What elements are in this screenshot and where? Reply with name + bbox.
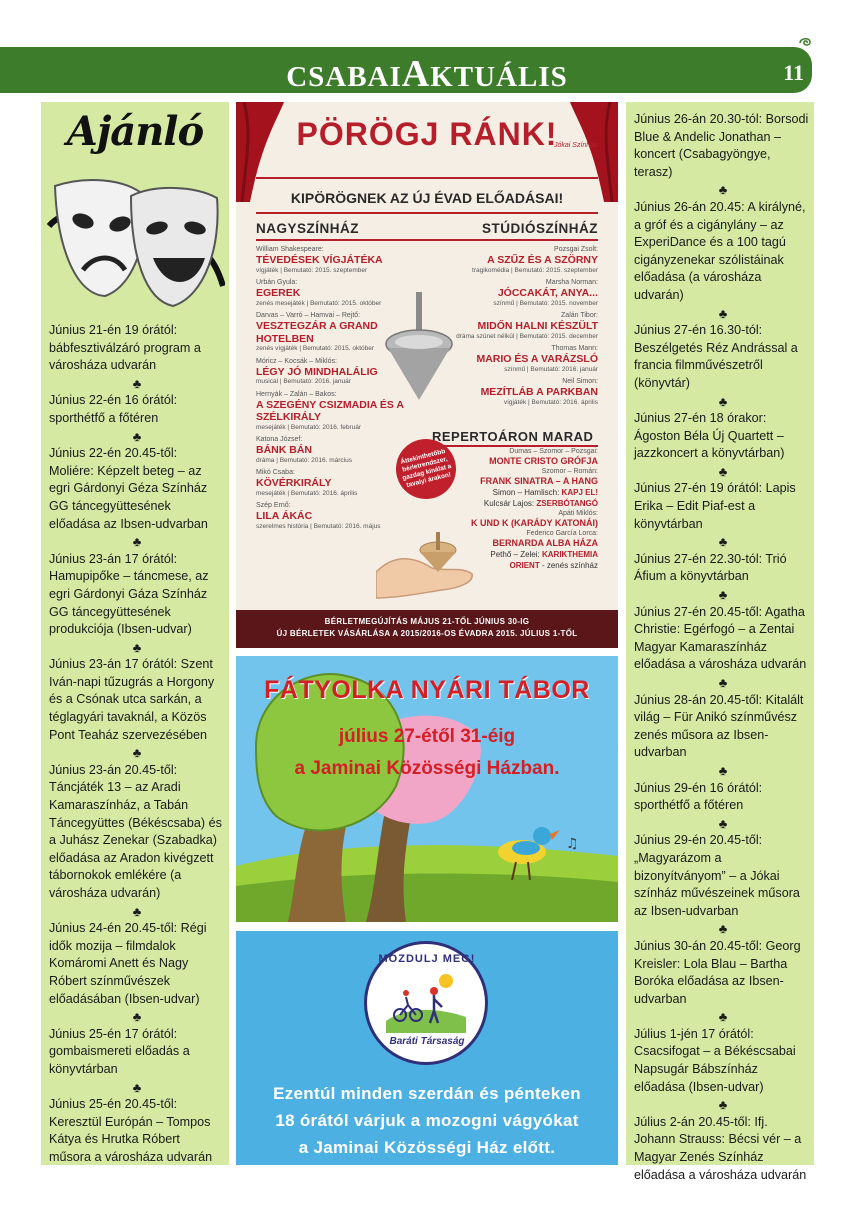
play-info: szerelmes história | Bemutató: 2016. május [256, 522, 381, 530]
play-author: Szomor – Román: [541, 468, 598, 475]
play-entry: Pethő – Zelei: KARIKTHEMIA [490, 550, 598, 559]
play-title: KÖVÉRKIRÁLY [256, 477, 332, 489]
play-author: Hernyák – Zalán – Bakos: [256, 390, 337, 398]
play-entry: Kulcsár Lajos: ZSERBÓTANGÓ [483, 499, 598, 508]
play-author: Marsha Norman: [545, 279, 598, 286]
section-nagyszinhaz: NAGYSZÍNHÁZ [256, 221, 359, 236]
announcement-line: Ezentúl minden szerdán és pénteken [273, 1084, 581, 1103]
announcement-line: 18 órától várjuk a mozogni vágyókat [275, 1111, 579, 1130]
masthead: CSABAIAKTUÁLIS [286, 53, 568, 95]
divider [256, 177, 598, 179]
club-separator-icon: ♣ [132, 534, 142, 550]
play-author: Zalán Tibor: [561, 312, 598, 319]
event-item: Június 28-án 20.45-től: Kitalált világ – Für Anikó színművész zenés műsora az Ibsen-udvarban [634, 692, 804, 760]
club-separator-icon: ♣ [132, 745, 142, 761]
theatre-poster [236, 102, 618, 648]
event-item: Június 26-án 20.30-tól: Borsodi Blue & Andelic Jonathan – koncert (Csabagyöngye, terasz) [634, 112, 809, 179]
event-item: Június 22-én 20.45-től: Moliére: Képzelt beteg – az egri Gárdonyi Géza Színház GG táncegyüttesének előadása az Ibsen-udvarban [49, 446, 208, 531]
club-separator-icon: ♣ [718, 1009, 728, 1025]
camp-dates: július 27-étől 31-éig [338, 726, 516, 747]
event-item: Június 26-án 20.45: A királyné, a gróf és a cigánylány – az ExperiDance és a 100 tagú cigányzenekar szólistáinak előadása (a városháza udvarán) [634, 199, 806, 302]
event-item: Június 25-én 20.45-től: Keresztül Európán – Tompos Kátya és Hrutka Róbert műsora a városháza udvarán [49, 1097, 213, 1164]
play-title: A SZEGÉNY CSIZMADIA ÉS A SZÉLKIRÁLY [256, 398, 404, 423]
spinning-top-icon [384, 292, 454, 412]
club-separator-icon: ♣ [132, 903, 142, 919]
club-separator-icon: ♣ [718, 762, 728, 778]
event-item: Június 30-án 20.45-től: Georg Kreisler: Lola Blau – Bartha Boróka előadása az Ibsen-udvarban [634, 938, 801, 1006]
footer-line: BÉRLETMEGÚJÍTÁS MÁJUS 21-TŐL JÚNIUS 30-IG [324, 617, 530, 626]
play-title: A SZŰZ ÉS A SZÖRNY [487, 254, 598, 266]
left-event-list [49, 322, 225, 1167]
event-item: Június 21-én 19 órától: bábfesztiválzáró program a városháza udvarán [49, 323, 201, 373]
play-title: K UND K (KARÁDY KATONÁI) [471, 518, 598, 528]
play-author: William Shakespeare: [256, 246, 324, 253]
divider [256, 239, 598, 241]
event-item: Július 1-jén 17 órától: Csacsifogat – a Békéscsabai Napsugár Bábszínház előadása (Ibsen-udvar) [634, 1026, 796, 1094]
event-item: Június 27-én 19 órától: Lapis Erika – Edit Piaf-est a könyvtárban [634, 481, 796, 531]
event-item: Június 27-én 20.45-től: Agatha Christie: Egérfogó – a Zentai Magyar Kamaraszínház előadása a városháza udvarán [634, 604, 807, 672]
club-separator-icon: ♣ [132, 1009, 142, 1025]
play-title: BERNARDA ALBA HÁZA [492, 538, 598, 548]
divider [256, 212, 598, 214]
club-separator-icon: ♣ [718, 393, 728, 409]
event-item: Június 23-án 20.45-től: Táncjáték 13 – az Aradi Kamaraszínház, a Tabán Táncegyüttes (Békéscsaba) és a Juhász Zenekar (Szabadka) előadása az Aradon kivégzett tábornokok emlékére (a városháza udvarán) [49, 762, 222, 900]
play-entry: ORIENT - zenés színház [509, 561, 598, 570]
play-info: dráma szünet nélkül | Bemutató: 2015. december [456, 332, 598, 340]
club-separator-icon: ♣ [718, 1097, 728, 1113]
footer-line: ÚJ BÉRLETEK VÁSÁRLÁSA A 2015/2016-OS ÉVADRA 2015. JÚLIUS 1-TŐL [276, 629, 578, 638]
svg-text:♫: ♫ [566, 836, 579, 852]
event-item: Június 27-én 22.30-tól: Trió Áfium a könyvtárban [634, 551, 787, 584]
play-author: Mikó Csaba: [256, 469, 295, 476]
play-info: tragikomédia | Bemutató: 2015. szeptember [472, 266, 598, 274]
club-separator-icon: ♣ [718, 675, 728, 690]
play-info: vígjáték | Bemutató: 2015. szeptember [256, 266, 368, 274]
event-item: Június 25-én 17 órától: gombaismereti előadás a könyvtárban [49, 1026, 190, 1076]
event-item: Június 24-én 20.45-től: Régi idők mozija – filmdalok Komáromi Anett és Nagy Róbert színművészek előadásában (Ibsen-udvar) [49, 921, 207, 1006]
summer-camp-ad [236, 656, 618, 922]
play-info: mesejáték | Bemutató: 2016. április [256, 489, 358, 497]
play-author: Dumas – Szomor – Pozsgai: [509, 448, 598, 455]
club-separator-icon: ♣ [718, 182, 728, 198]
section-title: Ajánló [66, 108, 204, 155]
event-item: Június 22-én 16 órától: sporthétfő a főtéren [49, 393, 178, 425]
play-info: mesejáték | Bemutató: 2016. február [256, 423, 362, 431]
club-separator-icon: ♣ [132, 1079, 142, 1095]
event-item: Június 29-én 20.45-től: „Magyarázom a bizonyítványom” – a Jókai színház művészeinek műsora az Ibsen-udvarban [634, 833, 800, 918]
play-title: MARIO ÉS A VARÁZSLÓ [476, 353, 598, 365]
play-entry: Simon – Hamlisch: KAPJ EL! [492, 488, 598, 497]
promo-badge: Áttekinthetőbb bérletrendszer, gazdag kínálat a tavalyi árakon! [390, 433, 463, 506]
play-author: Federico García Lorca: [526, 530, 598, 537]
event-item: Július 2-án 20.45-től: Ifj. Johann Strauss: Bécsi vér – a Magyar Zenés Színház előadása a városháza udvarán [634, 1114, 807, 1182]
play-title: LILA ÁKÁC [256, 510, 313, 522]
logo-title: MOZDULJ MEG! [378, 953, 476, 965]
hiker-cyclist-icon [386, 971, 466, 1033]
section-repertoire: REPERTOÁRON MARAD [432, 429, 594, 444]
camp-title: FÁTYOLKA NYÁRI TÁBOR [264, 676, 590, 704]
play-entry [428, 245, 598, 275]
club-separator-icon: ♣ [718, 815, 728, 831]
club-separator-icon: ♣ [718, 534, 728, 550]
play-author: Katona József: [256, 436, 303, 443]
theatre-logo: Jókai Színház [554, 142, 598, 149]
camp-location: a Jaminai Közösségi Házban. [294, 758, 560, 779]
page-number: 11 [783, 60, 804, 85]
play-title: LÉGY JÓ MINDHALÁLIG [256, 365, 378, 378]
play-title: BÁNK BÁN [256, 444, 312, 456]
hand-icon [376, 512, 476, 602]
play-title: JÓCCAKÁT, ANYA... [497, 287, 598, 299]
section-studio: STÚDIÓSZÍNHÁZ [482, 221, 598, 236]
play-info: dráma | Bemutató: 2016. március [256, 456, 352, 464]
play-info: színmű | Bemutató: 2016. január [504, 365, 598, 373]
play-title: VESZTEGZÁR A GRAND HOTELBEN [256, 320, 378, 345]
club-separator-icon: ♣ [718, 587, 728, 603]
event-item: Június 23-án 17 órától: Hamupipőke – táncmese, az egri Gárdonyi Gáza Színház GG táncegyüttesének produkciója (Ibsen-udvar) [49, 551, 209, 637]
play-author: Móricz – Kocsák – Miklós: [256, 357, 337, 365]
club-separator-icon: ♣ [718, 305, 728, 321]
right-event-list [634, 111, 812, 1184]
play-title: MONTE CRISTO GRÓFJA [489, 456, 598, 466]
poster-subtitle: KIPÖRÖGNEK AZ ÚJ ÉVAD ELŐADÁSAI! [290, 190, 564, 206]
event-item: Június 23-án 17 órától: Szent Iván-napi tűzugrás a Horgony és a Csónak utca sarkán, a téglagyári tavaknál, a Közös Pont Teaház szervezésében [49, 657, 215, 742]
play-info: musical | Bemutató: 2016. január [256, 378, 351, 385]
right-column [626, 102, 814, 1182]
club-separator-icon: ♣ [718, 463, 728, 479]
play-info: vígjáték | Bemutató: 2016. április [503, 398, 598, 406]
play-author: Pozsgai Zsolt: [554, 246, 598, 253]
play-title: EGEREK [256, 287, 301, 299]
event-item: Június 27-én 16.30-tól: Beszélgetés Réz Andrással a francia filmművészetről (könyvtár) [634, 323, 798, 390]
event-item: Június 27-én 18 órakor: Ágoston Béla Új Quartett – jazzkoncert a könyvtárban) [634, 411, 785, 461]
play-title: FRANK SINATRA – A HANG [480, 476, 598, 486]
announcement-line: a Jaminai Közösségi Ház előtt. [298, 1138, 556, 1157]
play-author: Apáti Miklós: [558, 510, 598, 517]
club-separator-icon: ♣ [132, 639, 142, 655]
swirl-icon [798, 36, 812, 48]
left-column [41, 102, 229, 1165]
play-author: Neil Simon: [562, 378, 598, 385]
play-entry [256, 245, 426, 275]
play-info: színmű | Bemutató: 2015. november [493, 299, 598, 307]
play-author: Darvas – Varró – Hamvai – Rejtő: [256, 312, 361, 319]
play-author: Urbán Gyula: [256, 279, 298, 286]
poster-footer [236, 610, 618, 648]
play-author: Szép Ernő: [256, 502, 291, 509]
play-title: TÉVEDÉSEK VÍGJÁTÉKA [256, 254, 383, 266]
event-item: Június 29-én 16 órától: sporthétfő a főtéren [634, 780, 763, 813]
club-separator-icon: ♣ [132, 375, 142, 391]
mozdulj-meg-ad [236, 931, 618, 1165]
play-info: zenés vígjáték | Bemutató: 2015. október [256, 345, 375, 352]
theatre-masks-icon [45, 166, 225, 314]
club-separator-icon: ♣ [718, 921, 728, 937]
play-author: Thomas Mann: [551, 345, 598, 352]
play-info: zenés mesejáték | Bemutató: 2015. október [256, 299, 382, 307]
logo-subtitle: Baráti Társaság [389, 1036, 465, 1047]
play-title: MEZÍTLÁB A PARKBAN [480, 386, 598, 398]
poster-title: PÖRÖGJ RÁNK! [296, 116, 558, 152]
play-title: MIDŐN HALNI KÉSZÜLT [477, 320, 598, 332]
club-separator-icon: ♣ [132, 428, 142, 444]
